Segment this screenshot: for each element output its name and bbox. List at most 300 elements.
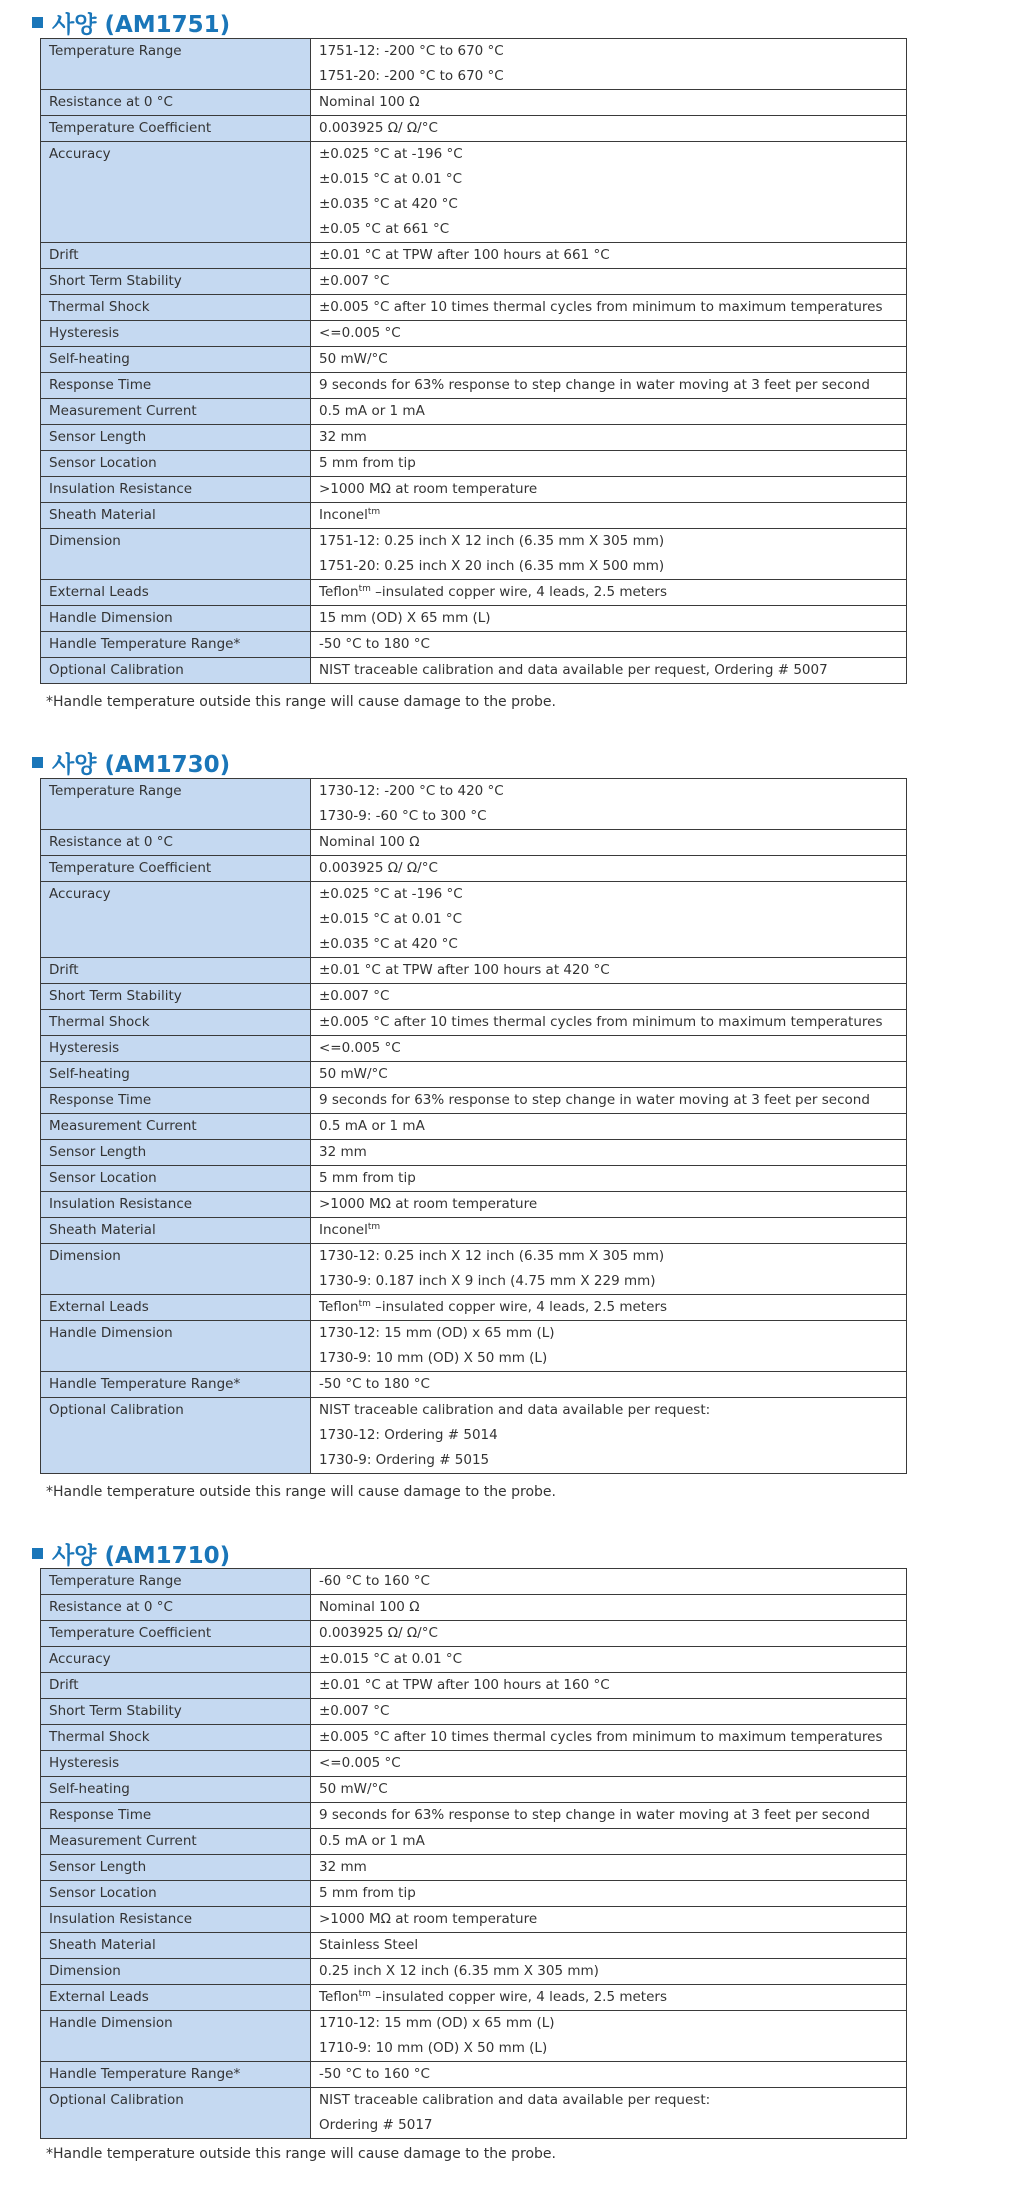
spec-label-text: Sheath Material: [49, 1937, 156, 1953]
spec-row: [41, 1088, 907, 1114]
spec-row: [41, 116, 907, 142]
spec-label-text: Short Term Stability: [49, 988, 182, 1004]
spec-value: [311, 1647, 907, 1673]
spec-value: [311, 2062, 907, 2088]
spec-value: [311, 1321, 907, 1372]
spec-label-text: Temperature Coefficient: [49, 1625, 212, 1641]
spec-label-text: Handle Temperature Range*: [49, 2066, 241, 2082]
spec-row: [41, 1933, 907, 1959]
spec-label-text: Response Time: [49, 377, 152, 393]
spec-label: [41, 425, 311, 451]
value-text: Teflon: [319, 1989, 359, 2005]
spec-value: [311, 779, 907, 830]
spec-row: [41, 1140, 907, 1166]
spec-row: [41, 2011, 907, 2062]
spec-label-text: Drift: [49, 962, 79, 978]
spec-label: [41, 142, 311, 243]
spec-value-line: ±0.01 °C at TPW after 100 hours at 160 °C: [319, 1677, 610, 1693]
spec-table: [40, 1568, 907, 2139]
spec-value-line: ±0.01 °C at TPW after 100 hours at 661 °C: [319, 247, 610, 263]
spec-row: [41, 1777, 907, 1803]
spec-label-text: External Leads: [49, 584, 149, 600]
spec-value-line: 50 mW/°C: [319, 1066, 388, 1082]
spec-value: [311, 2011, 907, 2062]
spec-label-text: Sheath Material: [49, 1222, 156, 1238]
spec-value: [311, 425, 907, 451]
spec-value: [311, 1881, 907, 1907]
spec-row: [41, 1062, 907, 1088]
spec-row: [41, 1699, 907, 1725]
spec-label: [41, 580, 311, 606]
spec-value: [311, 529, 907, 580]
spec-value: [311, 39, 907, 90]
spec-value-line: ±0.01 °C at TPW after 100 hours at 420 °C: [319, 962, 610, 978]
spec-label-text: Optional Calibration: [49, 2092, 184, 2108]
spec-label: [41, 477, 311, 503]
value-text: –insulated copper wire, 4 leads, 2.5 meters: [370, 584, 667, 600]
value-text: Teflon: [319, 584, 359, 600]
spec-value: [311, 984, 907, 1010]
spec-row: [41, 1673, 907, 1699]
spec-value-line: 1730-12: 0.25 inch X 12 inch (6.35 mm X 305 mm): [319, 1248, 665, 1264]
spec-label-text: Sensor Length: [49, 429, 147, 445]
spec-value-line: 0.5 mA or 1 mA: [319, 1118, 425, 1134]
spec-value-line: -50 °C to 180 °C: [319, 636, 430, 652]
spec-label: [41, 1829, 311, 1855]
section-title-text: 사양 (AM1730): [52, 751, 231, 778]
spec-row: [41, 1010, 907, 1036]
spec-label: [41, 1372, 311, 1398]
spec-value: [311, 958, 907, 984]
spec-value: [311, 451, 907, 477]
spec-value-line: 15 mm (OD) X 65 mm (L): [319, 610, 491, 626]
spec-value: [311, 1010, 907, 1036]
spec-table: [40, 778, 907, 1474]
spec-value-line: ±0.005 °C after 10 times thermal cycles from minimum to maximum temperatures: [319, 299, 883, 315]
spec-row: [41, 830, 907, 856]
spec-value-line: 1730-9: 10 mm (OD) X 50 mm (L): [319, 1350, 548, 1366]
spec-label-text: Handle Dimension: [49, 1325, 173, 1341]
spec-label-text: Response Time: [49, 1092, 152, 1108]
spec-value: [311, 1062, 907, 1088]
spec-value: [311, 1244, 907, 1295]
spec-label: [41, 1751, 311, 1777]
spec-value: [311, 1699, 907, 1725]
spec-value: [311, 856, 907, 882]
spec-label-text: Self-heating: [49, 351, 130, 367]
spec-value: [311, 295, 907, 321]
spec-value-line: 1751-12: -200 °C to 670 °C: [319, 43, 504, 59]
spec-value: [311, 632, 907, 658]
spec-row: [41, 1166, 907, 1192]
spec-value-line: NIST traceable calibration and data available per request:: [319, 1402, 711, 1418]
spec-value-line: 1751-20: 0.25 inch X 20 inch (6.35 mm X 500 mm): [319, 558, 665, 574]
spec-label: [41, 1295, 311, 1321]
spec-label: [41, 373, 311, 399]
spec-value-line: 50 mW/°C: [319, 1781, 388, 1797]
spec-label-text: Hysteresis: [49, 1040, 120, 1056]
spec-label: [41, 1699, 311, 1725]
spec-value: [311, 1907, 907, 1933]
spec-value: [311, 243, 907, 269]
spec-row: [41, 1829, 907, 1855]
spec-label: [41, 1569, 311, 1595]
spec-value-line: 0.003925 Ω/ Ω/°C: [319, 120, 438, 136]
spec-value-line: ±0.05 °C at 661 °C: [319, 221, 450, 237]
spec-value-line: Nominal 100 Ω: [319, 834, 420, 850]
spec-label: [41, 451, 311, 477]
spec-row: [41, 243, 907, 269]
spec-value: [311, 1777, 907, 1803]
spec-row: [41, 1398, 907, 1474]
spec-value-line: 1730-9: 0.187 inch X 9 inch (4.75 mm X 229 mm): [319, 1273, 656, 1289]
spec-label-text: Resistance at 0 °C: [49, 94, 173, 110]
spec-label-text: Hysteresis: [49, 325, 120, 341]
spec-label-text: Temperature Coefficient: [49, 860, 212, 876]
spec-label-text: Sensor Location: [49, 455, 157, 471]
spec-value: [311, 1855, 907, 1881]
trademark-superscript: tm: [358, 584, 371, 594]
spec-label-text: Self-heating: [49, 1781, 130, 1797]
spec-row: [41, 1907, 907, 1933]
spec-value: [311, 1218, 907, 1244]
square-bullet-icon: [32, 17, 43, 28]
spec-value-line: 1730-9: -60 °C to 300 °C: [319, 808, 487, 824]
value-text: –insulated copper wire, 4 leads, 2.5 meters: [370, 1989, 667, 2005]
spec-value-line: ±0.007 °C: [319, 1703, 390, 1719]
spec-label: [41, 39, 311, 90]
spec-label-text: Accuracy: [49, 1651, 111, 1667]
spec-row: [41, 1751, 907, 1777]
spec-row: [41, 1725, 907, 1751]
spec-value: [311, 1621, 907, 1647]
spec-label: [41, 243, 311, 269]
spec-row: [41, 39, 907, 90]
spec-value-line: ±0.005 °C after 10 times thermal cycles from minimum to maximum temperatures: [319, 1014, 883, 1030]
spec-value: [311, 1398, 907, 1474]
spec-value: [311, 1985, 907, 2011]
spec-value-line: 1751-12: 0.25 inch X 12 inch (6.35 mm X 305 mm): [319, 533, 665, 549]
spec-row: [41, 295, 907, 321]
spec-row: [41, 1295, 907, 1321]
spec-value: [311, 347, 907, 373]
spec-label: [41, 1673, 311, 1699]
spec-row: [41, 1036, 907, 1062]
spec-value-line: Ordering # 5017: [319, 2117, 433, 2133]
value-text: Inconel: [319, 507, 368, 523]
spec-value-line: 0.25 inch X 12 inch (6.35 mm X 305 mm): [319, 1963, 599, 1979]
spec-row: [41, 1881, 907, 1907]
spec-row: [41, 984, 907, 1010]
spec-label-text: Measurement Current: [49, 1833, 197, 1849]
spec-value: [311, 830, 907, 856]
spec-row: [41, 373, 907, 399]
spec-label: [41, 1244, 311, 1295]
spec-label-text: Resistance at 0 °C: [49, 834, 173, 850]
spec-row: [41, 503, 907, 529]
spec-label-text: Dimension: [49, 1248, 121, 1264]
spec-value: [311, 1569, 907, 1595]
spec-label: [41, 1777, 311, 1803]
spec-row: [41, 1855, 907, 1881]
spec-value-line: Stainless Steel: [319, 1937, 419, 1953]
spec-label-text: Optional Calibration: [49, 662, 184, 678]
spec-row: [41, 1803, 907, 1829]
spec-row: [41, 1192, 907, 1218]
value-text: Teflon: [319, 1299, 359, 1315]
spec-label: [41, 856, 311, 882]
spec-row: [41, 529, 907, 580]
spec-label: [41, 1088, 311, 1114]
section-title: [32, 7, 230, 37]
spec-label-text: Resistance at 0 °C: [49, 1599, 173, 1615]
spec-label-text: Thermal Shock: [49, 299, 150, 315]
spec-value: [311, 269, 907, 295]
spec-label-text: Short Term Stability: [49, 1703, 182, 1719]
spec-label-text: External Leads: [49, 1299, 149, 1315]
spec-label-text: Response Time: [49, 1807, 152, 1823]
spec-label-text: Short Term Stability: [49, 273, 182, 289]
spec-value-line: [319, 1295, 906, 1320]
spec-value-line: [319, 1218, 906, 1243]
spec-value-line: 32 mm: [319, 429, 367, 445]
spec-label: [41, 1192, 311, 1218]
spec-label: [41, 1036, 311, 1062]
trademark-superscript: tm: [358, 1989, 371, 1999]
spec-value-line: ±0.035 °C at 420 °C: [319, 936, 458, 952]
spec-value: [311, 1751, 907, 1777]
spec-value-line: -50 °C to 160 °C: [319, 2066, 430, 2082]
spec-value-line: 5 mm from tip: [319, 1885, 416, 1901]
section-title: [32, 1538, 230, 1568]
spec-row: [41, 2088, 907, 2139]
spec-label: [41, 503, 311, 529]
spec-label-text: Handle Temperature Range*: [49, 636, 241, 652]
spec-value: [311, 1114, 907, 1140]
spec-label-text: Temperature Range: [49, 1573, 182, 1589]
spec-value-line: 9 seconds for 63% response to step change in water moving at 3 feet per second: [319, 1807, 870, 1823]
spec-label: [41, 347, 311, 373]
spec-value: [311, 1829, 907, 1855]
spec-label-text: Insulation Resistance: [49, 1196, 193, 1212]
spec-label: [41, 1933, 311, 1959]
spec-row: [41, 90, 907, 116]
value-text: –insulated copper wire, 4 leads, 2.5 meters: [370, 1299, 667, 1315]
spec-label-text: Sensor Length: [49, 1859, 147, 1875]
value-text: Inconel: [319, 1222, 368, 1238]
spec-label: [41, 1321, 311, 1372]
spec-value: [311, 1595, 907, 1621]
spec-label: [41, 90, 311, 116]
spec-value-line: Nominal 100 Ω: [319, 94, 420, 110]
spec-value: [311, 1933, 907, 1959]
spec-row: [41, 399, 907, 425]
spec-row: [41, 1595, 907, 1621]
spec-label: [41, 1010, 311, 1036]
spec-label-text: Measurement Current: [49, 403, 197, 419]
spec-label-text: Accuracy: [49, 886, 111, 902]
spec-row: [41, 477, 907, 503]
spec-value: [311, 606, 907, 632]
spec-row: [41, 632, 907, 658]
spec-value: [311, 1036, 907, 1062]
spec-row: [41, 580, 907, 606]
spec-value-line: 32 mm: [319, 1859, 367, 1875]
spec-value-line: ±0.015 °C at 0.01 °C: [319, 171, 463, 187]
spec-value: [311, 399, 907, 425]
spec-row: [41, 1647, 907, 1673]
spec-label-text: Temperature Coefficient: [49, 120, 212, 136]
spec-value: [311, 1959, 907, 1985]
spec-label: [41, 658, 311, 684]
spec-label: [41, 269, 311, 295]
spec-value-line: <=0.005 °C: [319, 1755, 401, 1771]
spec-value: [311, 1192, 907, 1218]
section-title-text: 사양 (AM1751): [52, 11, 231, 38]
spec-value-line: 0.003925 Ω/ Ω/°C: [319, 1625, 438, 1641]
spec-value-line: [319, 580, 906, 605]
spec-row: [41, 347, 907, 373]
section-title-text: 사양 (AM1710): [52, 1542, 231, 1569]
spec-label: [41, 1114, 311, 1140]
spec-value-line: <=0.005 °C: [319, 1040, 401, 1056]
spec-label-text: Optional Calibration: [49, 1402, 184, 1418]
spec-row: [41, 1321, 907, 1372]
spec-label: [41, 1881, 311, 1907]
footnote: *Handle temperature outside this range will cause damage to the probe.: [46, 2146, 556, 2162]
square-bullet-icon: [32, 757, 43, 768]
spec-label-text: Insulation Resistance: [49, 481, 193, 497]
spec-value-line: 1751-20: -200 °C to 670 °C: [319, 68, 504, 84]
spec-label-text: Measurement Current: [49, 1118, 197, 1134]
spec-label-text: Sensor Length: [49, 1144, 147, 1160]
spec-value-line: 0.5 mA or 1 mA: [319, 403, 425, 419]
trademark-superscript: tm: [367, 1222, 381, 1232]
spec-value-line: 1730-12: -200 °C to 420 °C: [319, 783, 504, 799]
spec-value: [311, 116, 907, 142]
spec-label-text: Handle Temperature Range*: [49, 1376, 241, 1392]
spec-value-line: <=0.005 °C: [319, 325, 401, 341]
spec-value-line: 50 mW/°C: [319, 351, 388, 367]
spec-value: [311, 90, 907, 116]
spec-label-text: Drift: [49, 1677, 79, 1693]
spec-label: [41, 116, 311, 142]
spec-value-line: ±0.035 °C at 420 °C: [319, 196, 458, 212]
spec-label: [41, 606, 311, 632]
spec-row: [41, 658, 907, 684]
spec-value-line: 32 mm: [319, 1144, 367, 1160]
spec-value: [311, 580, 907, 606]
spec-value-line: 1730-9: Ordering # 5015: [319, 1452, 490, 1468]
spec-row: [41, 606, 907, 632]
spec-label: [41, 1985, 311, 2011]
spec-value-line: ±0.007 °C: [319, 273, 390, 289]
spec-value-line: >1000 MΩ at room temperature: [319, 481, 538, 497]
spec-row: [41, 856, 907, 882]
spec-label: [41, 2062, 311, 2088]
spec-value: [311, 882, 907, 958]
spec-label-text: Thermal Shock: [49, 1729, 150, 1745]
footnote: *Handle temperature outside this range will cause damage to the probe.: [46, 1484, 556, 1500]
spec-row: [41, 425, 907, 451]
spec-row: [41, 2062, 907, 2088]
spec-row: [41, 269, 907, 295]
spec-value-line: NIST traceable calibration and data available per request:: [319, 2092, 711, 2108]
spec-label-text: Temperature Range: [49, 783, 182, 799]
spec-row: [41, 882, 907, 958]
spec-value: [311, 1673, 907, 1699]
spec-value: [311, 1372, 907, 1398]
spec-value-line: 0.5 mA or 1 mA: [319, 1833, 425, 1849]
spec-label-text: Insulation Resistance: [49, 1911, 193, 1927]
spec-label: [41, 984, 311, 1010]
spec-value-line: 5 mm from tip: [319, 1170, 416, 1186]
trademark-superscript: tm: [358, 1299, 371, 1309]
spec-value: [311, 1295, 907, 1321]
spec-label: [41, 399, 311, 425]
spec-row: [41, 1959, 907, 1985]
spec-label: [41, 1803, 311, 1829]
spec-label: [41, 1959, 311, 1985]
spec-value: [311, 1803, 907, 1829]
spec-value-line: ±0.015 °C at 0.01 °C: [319, 1651, 463, 1667]
spec-label: [41, 1398, 311, 1474]
section-title: [32, 747, 230, 777]
spec-label: [41, 958, 311, 984]
spec-value: [311, 658, 907, 684]
spec-row: [41, 451, 907, 477]
spec-value: [311, 373, 907, 399]
spec-label-text: Dimension: [49, 1963, 121, 1979]
spec-row: [41, 1569, 907, 1595]
spec-value: [311, 2088, 907, 2139]
spec-row: [41, 1244, 907, 1295]
spec-label: [41, 1725, 311, 1751]
spec-row: [41, 1372, 907, 1398]
trademark-superscript: tm: [367, 507, 381, 517]
spec-value: [311, 321, 907, 347]
spec-value: [311, 1140, 907, 1166]
spec-label: [41, 830, 311, 856]
spec-value-line: 5 mm from tip: [319, 455, 416, 471]
spec-label-text: External Leads: [49, 1989, 149, 2005]
spec-value-line: 1710-12: 15 mm (OD) x 65 mm (L): [319, 2015, 555, 2031]
footnote: *Handle temperature outside this range will cause damage to the probe.: [46, 694, 556, 710]
spec-label: [41, 295, 311, 321]
spec-value-line: ±0.005 °C after 10 times thermal cycles from minimum to maximum temperatures: [319, 1729, 883, 1745]
spec-label: [41, 2088, 311, 2139]
spec-table: [40, 38, 907, 684]
spec-value-line: ±0.025 °C at -196 °C: [319, 146, 463, 162]
spec-row: [41, 1218, 907, 1244]
spec-label: [41, 632, 311, 658]
spec-row: [41, 958, 907, 984]
spec-value-line: Nominal 100 Ω: [319, 1599, 420, 1615]
spec-label: [41, 1595, 311, 1621]
spec-row: [41, 779, 907, 830]
spec-label: [41, 779, 311, 830]
spec-value: [311, 142, 907, 243]
spec-value-line: 1730-12: Ordering # 5014: [319, 1427, 498, 1443]
spec-label-text: Sensor Location: [49, 1170, 157, 1186]
spec-label-text: Thermal Shock: [49, 1014, 150, 1030]
spec-value-line: ±0.007 °C: [319, 988, 390, 1004]
spec-label-text: Accuracy: [49, 146, 111, 162]
spec-value-line: -50 °C to 180 °C: [319, 1376, 430, 1392]
spec-label: [41, 882, 311, 958]
spec-value-line: 9 seconds for 63% response to step change in water moving at 3 feet per second: [319, 1092, 870, 1108]
spec-value-line: [319, 503, 906, 528]
